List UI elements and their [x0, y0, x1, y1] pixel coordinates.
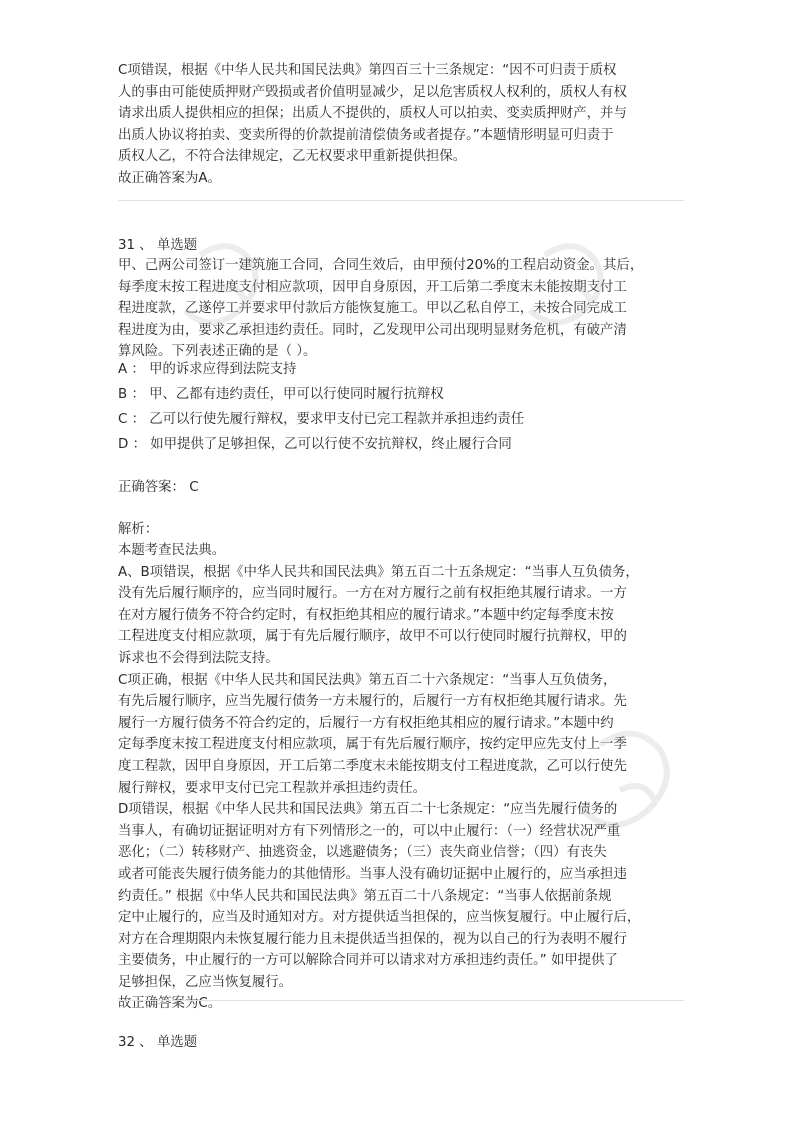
option-a: A ： 甲的诉求应得到法院支持 — [118, 362, 297, 377]
analysis-answer-line: 故正确答案为C。 — [118, 996, 222, 1012]
prev-explanation-line: 出质人协议将拍卖、变卖所得的价款提前清偿债务或者提存。”本题情形明显可归责于 — [118, 127, 614, 143]
correct-answer: 正确答案： C — [118, 480, 199, 495]
analysis-line: 定每季度末按工程进度支付相应款项，属于有先后履行顺序，按约定甲应先支付上一季 — [118, 737, 627, 753]
analysis-line: C项正确，根据《中华人民共和国民法典》第五百二十六条规定：“当事人互负债务， — [118, 672, 617, 688]
analysis-line: 诉求也不会得到法院支持。 — [118, 650, 279, 666]
analysis-line: 履行一方履行债务不符合约定的，后履行一方有权拒绝其相应的履行请求。”本题中约 — [118, 715, 614, 731]
stem-line: 程进度款，乙遂停工并要求甲付款后方能恢复施工。甲以乙私自停工，未按合同完成工 — [118, 301, 627, 317]
divider — [118, 200, 684, 201]
analysis-line: 有先后履行顺序，应当先履行债务一方未履行的，后履行一方有权拒绝其履行请求。先 — [118, 694, 627, 710]
analysis-line: 没有先后履行顺序的，应当同时履行。一方在对方履行之前有权拒绝其履行请求。一方 — [118, 586, 627, 602]
analysis-line: 足够担保，乙应当恢复履行。 — [118, 974, 293, 990]
question-31-stem — [118, 255, 684, 363]
analysis-line: D项错误，根据《中华人民共和国民法典》第五百二十七条规定：“应当先履行债务的 — [118, 802, 618, 818]
analysis-line: 定中止履行的，应当及时通知对方。对方提供适当担保的，应当恢复履行。中止履行后， — [118, 910, 641, 926]
prev-explanation-line: 人的事由可能使质押财产毁损或者价值明显减少，足以危害质权人权利的，质权人有权 — [118, 84, 627, 100]
divider — [118, 1000, 684, 1001]
prev-answer-line: 故正确答案为A。 — [118, 170, 221, 186]
analysis-line: 或者可能丧失履行债务能力的其他情形。当事人没有确切证据中止履行的，应当承担违 — [118, 866, 627, 882]
question-32-header: 32 、 单选题 — [118, 1035, 198, 1050]
prev-explanation — [118, 60, 684, 190]
prev-explanation-line: 质权人乙，不符合法律规定，乙无权要求甲重新提供担保。 — [118, 149, 467, 165]
analysis-label: 解析： — [118, 522, 159, 537]
analysis-line: 工程进度支付相应款项，属于有先后履行顺序，故甲不可以行使同时履行抗辩权，甲的 — [118, 629, 627, 645]
option-c: C ： 乙可以行使先履行辩权，要求甲支付已完工程款并承担违约责任 — [118, 412, 525, 427]
analysis-line: 度工程款，因甲自身原因，开工后第二季度末未能按期支付工程进度款，乙可以行使先 — [118, 758, 627, 774]
stem-line: 算风险。下列表述正确的是（ ）。 — [118, 344, 317, 360]
analysis-line: 主要债务，中止履行的一方可以解除合同并可以请求对方承担违约责任。” 如甲提供了 — [118, 953, 618, 969]
analysis-line: 约责任。” 根据《中华人民共和国民法典》第五百二十八条规定：“当事人依据前条规 — [118, 888, 612, 904]
prev-explanation-line: C项错误，根据《中华人民共和国民法典》第四百三十三条规定：“因不可归责于质权 — [118, 63, 617, 78]
stem-line: 每季度末按工程进度支付相应款项，因甲自身原因，开工后第二季度末未能按期支付工 — [118, 279, 627, 295]
option-d: D ： 如甲提供了足够担保，乙可以行使不安抗辩权，终止履行合同 — [118, 437, 512, 452]
analysis-line: 恶化；（二）转移财产、抽逃资金，以逃避债务；（三）丧失商业信誉；（四）有丧失 — [118, 845, 607, 861]
analysis-line: 履行辩权，要求甲支付已完工程款并承担违约责任。 — [118, 780, 426, 796]
analysis-line: 对方在合理期限内未恢复履行能力且未提供适当担保的，视为以自己的行为表明不履行 — [118, 931, 627, 947]
option-b: B ： 甲、乙都有违约责任，甲可以行使同时履行抗辩权 — [118, 387, 444, 402]
analysis-body — [118, 540, 684, 1015]
analysis-line: 在对方履行债务不符合约定时，有权拒绝其相应的履行请求。”本题中约定每季度末按 — [118, 607, 614, 623]
stem-line: 程进度为由，要求乙承担违约责任。同时，乙发现甲公司出现明显财务危机，有破产清 — [118, 322, 627, 338]
analysis-line: 当事人，有确切证据证明对方有下列情形之一的，可以中止履行：（一）经营状况严重 — [118, 823, 621, 839]
stem-line: 甲、己两公司签订一建筑施工合同，合同生效后，由甲预付20%的工程启动资金。其后， — [118, 258, 644, 273]
question-31-header: 31 、 单选题 — [118, 238, 198, 253]
analysis-line: 本题考查民法典。 — [118, 543, 226, 558]
analysis-line: A、B项错误，根据《中华人民共和国民法典》第五百二十五条规定：“当事人互负债务， — [118, 564, 639, 580]
prev-explanation-line: 请求出质人提供相应的担保；出质人不提供的，质权人可以拍卖、变卖质押财产，并与 — [118, 106, 627, 122]
